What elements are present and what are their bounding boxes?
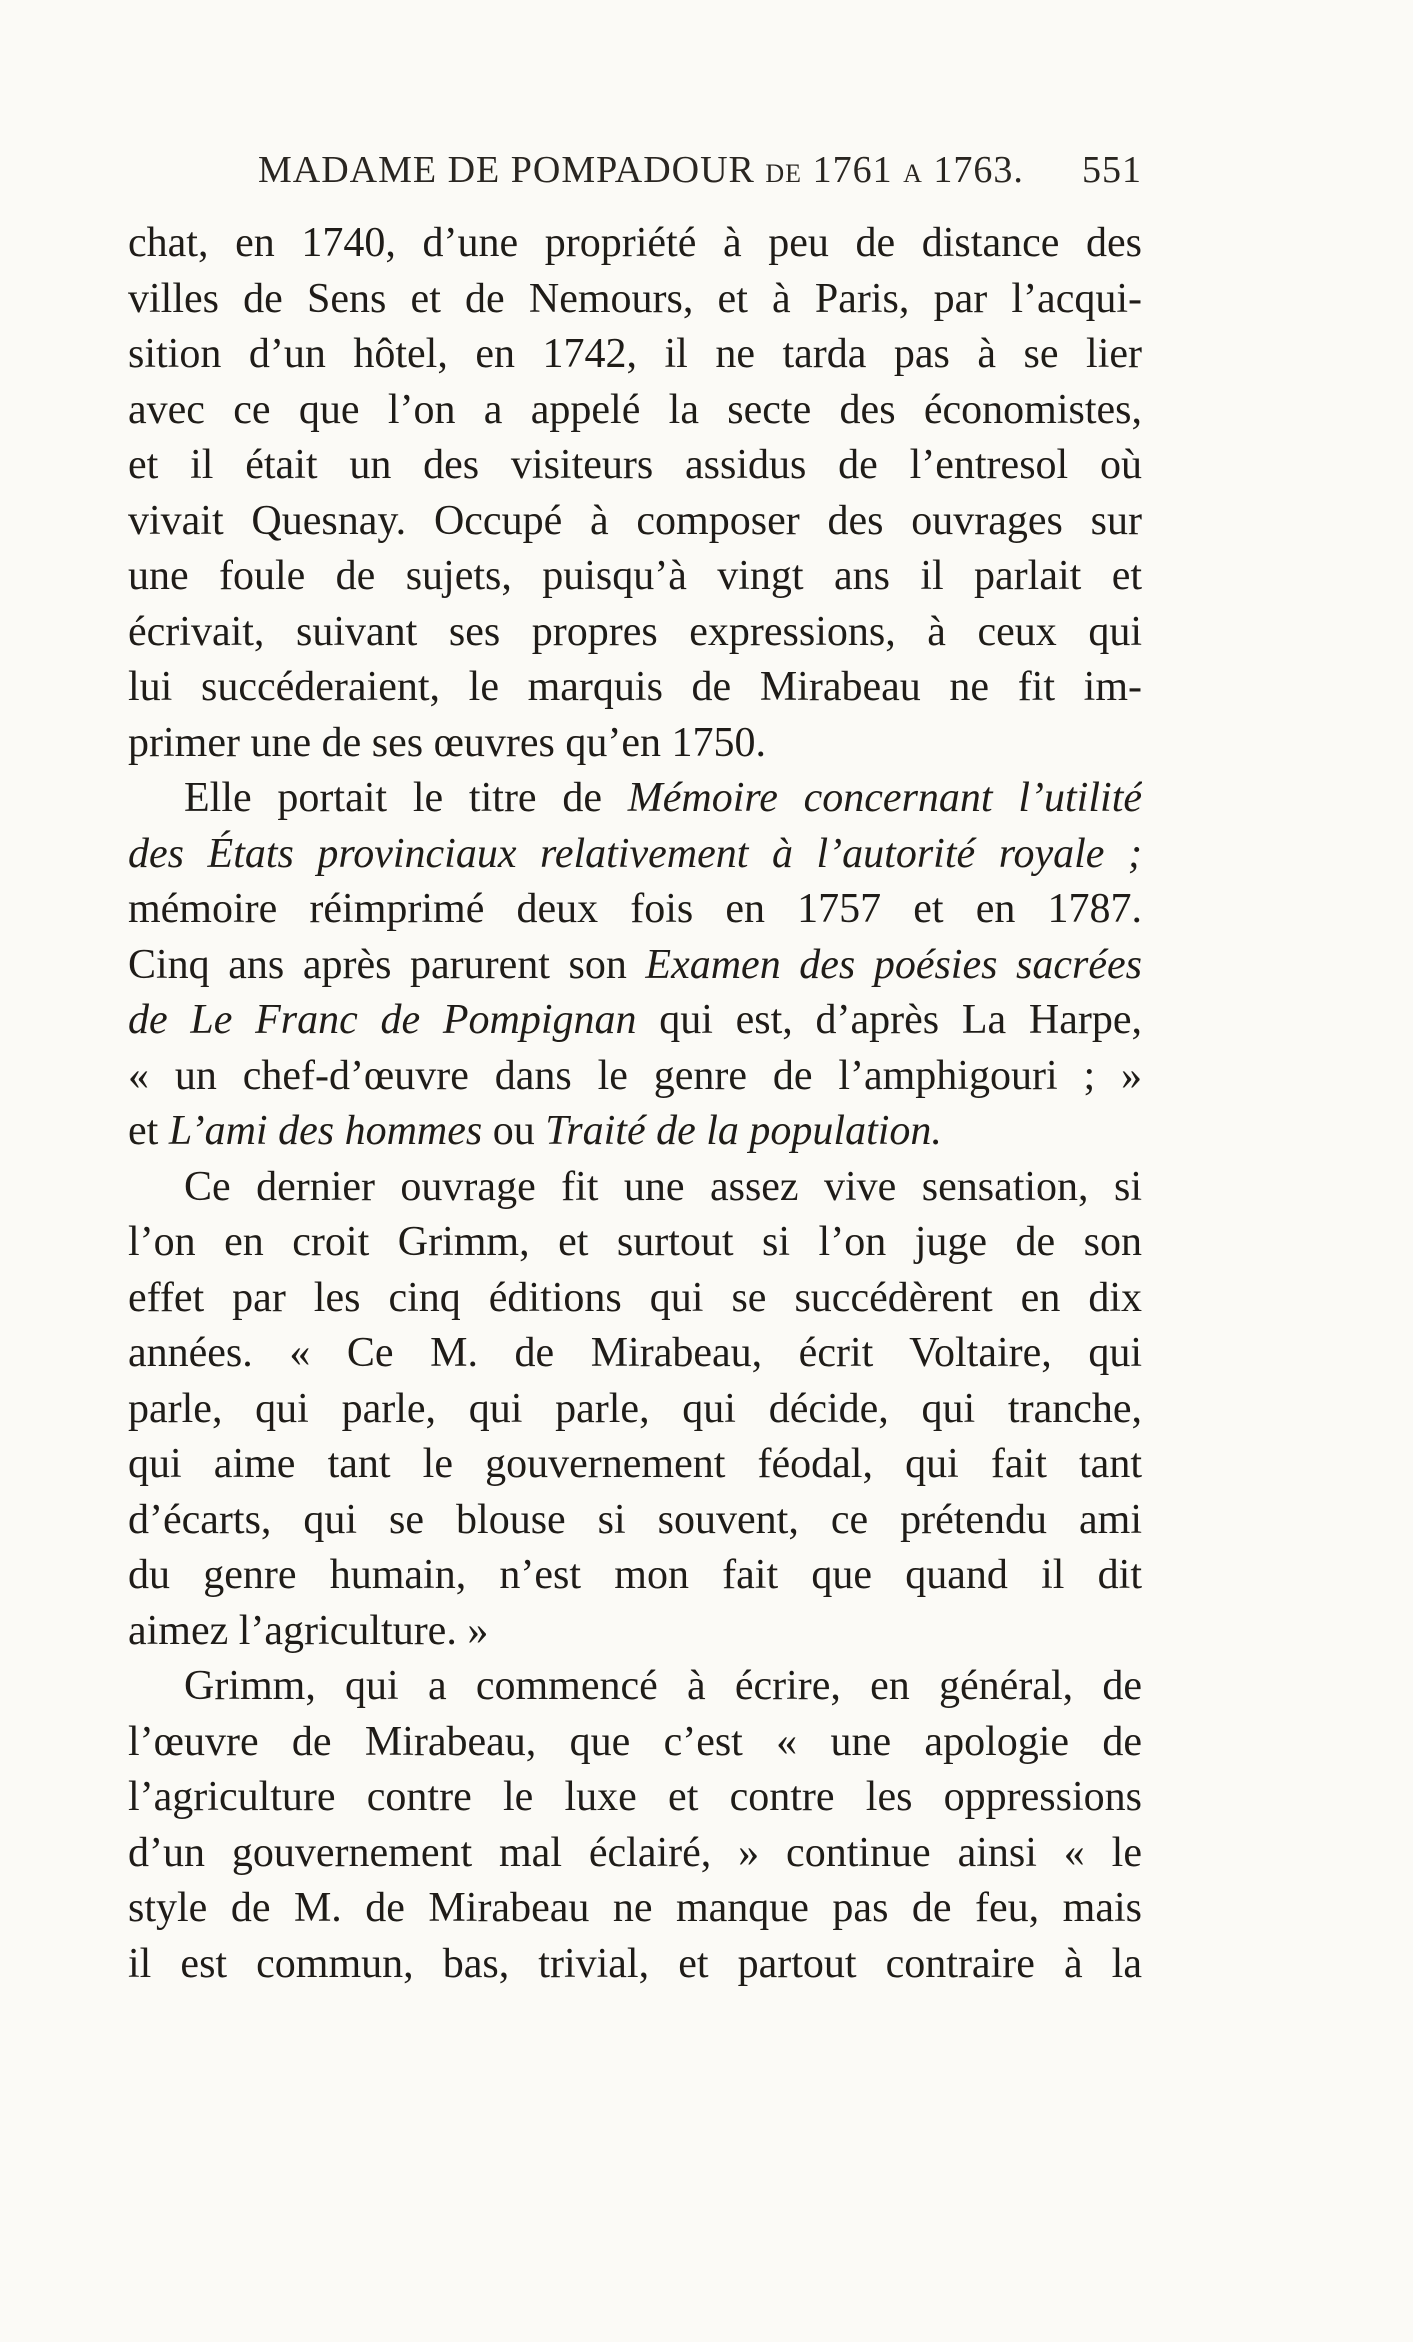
page-number: 551 (1082, 149, 1142, 191)
text-line: primer une de ses œuvres qu’en 1750. (128, 719, 766, 766)
text-line (128, 827, 1142, 883)
running-title-a: A (903, 159, 923, 188)
text-line: d’écarts, qui se blouse si souvent, ce prétendu ami (128, 1496, 1142, 1543)
book-title: L’ami des hommes (168, 1108, 483, 1154)
running-head (258, 148, 1142, 196)
running-title-year-end: 1763. (933, 149, 1024, 191)
text-line: mémoire réimprimé deux fois en 1757 et en 1787. (128, 886, 1142, 932)
text-line: sition d’un hôtel, en 1742, il ne tarda pas à se lier (128, 331, 1142, 377)
text-line: avec ce que l’on a appelé la secte des économistes, (128, 386, 1142, 433)
text-line: écrivait, suivant ses propres expressions, à ceux qui (128, 608, 1142, 655)
text-line: d’un gouvernement mal éclairé, » continue ainsi « le (128, 1829, 1142, 1876)
book-title: Traité de la population. (545, 1108, 942, 1154)
text-line: Ce dernier ouvrage fit une assez vive sensation, si (184, 1163, 1142, 1210)
book-title: Examen des poésies sacrées (645, 941, 1142, 988)
text-line: lui succéderaient, le marquis de Mirabeau ne fit im- (128, 664, 1142, 710)
book-title: des États provinciaux relativement à l’autorité royale ; (128, 830, 1142, 877)
text-line: effet par les cinq éditions qui se succédèrent en dix (128, 1274, 1142, 1321)
text-line: une foule de sujets, puisqu’à vingt ans il parlait et (128, 553, 1142, 599)
body-text (128, 216, 1142, 1992)
text-line: villes de Sens et de Nemours, et à Paris, par l’acqui- (128, 275, 1142, 322)
running-title (258, 148, 1024, 192)
text-line: « un chef-d’œuvre dans le genre de l’amphigouri ; » (128, 1052, 1142, 1099)
text-line: chat, en 1740, d’une propriété à peu de distance des (128, 220, 1142, 266)
running-title-year-start: 1761 (812, 149, 893, 191)
text-line: années. « Ce M. de Mirabeau, écrit Voltaire, qui (128, 1330, 1142, 1376)
text-line: de Le Franc de Pompignan qui est, d’après La Harpe, (128, 997, 1142, 1043)
book-title: de Le Franc de Pompignan (128, 997, 637, 1043)
text-line: Grimm, qui a commencé à écrire, en général, de (184, 1663, 1142, 1709)
text-line: il est commun, bas, trivial, et partout contraire à la (128, 1940, 1142, 1987)
text-line: qui aime tant le gouvernement féodal, qui fait tant (128, 1441, 1142, 1487)
text-line: l’on en croit Grimm, et surtout si l’on juge de son (128, 1219, 1142, 1265)
text-line: vivait Quesnay. Occupé à composer des ouvrages sur (128, 497, 1142, 544)
text-line: l’œuvre de Mirabeau, que c’est « une apologie de (128, 1718, 1142, 1765)
text-line: aimez l’agriculture. » (128, 1607, 489, 1654)
text-line: Cinq ans après parurent son Examen des poésies sacrées (128, 941, 1142, 988)
text-line: du genre humain, n’est mon fait que quand il dit (128, 1552, 1142, 1598)
text-line: parle, qui parle, qui parle, qui décide, qui tranche, (128, 1385, 1142, 1432)
text-line: style de M. de Mirabeau ne manque pas de feu, mais (128, 1885, 1142, 1931)
text-line: l’agriculture contre le luxe et contre les oppressions (128, 1774, 1142, 1820)
book-title: Mémoire concernant l’utilité (627, 775, 1142, 821)
text-line: et il était un des visiteurs assidus de l’entresol où (128, 442, 1142, 488)
text-line: et L’ami des hommes ou Traité de la population. (128, 1108, 942, 1154)
running-title-main: MADAME DE POMPADOUR (258, 149, 755, 191)
running-title-de: DE (765, 159, 803, 188)
text-line: Elle portait le titre de Mémoire concernant l’utilité (184, 775, 1142, 821)
